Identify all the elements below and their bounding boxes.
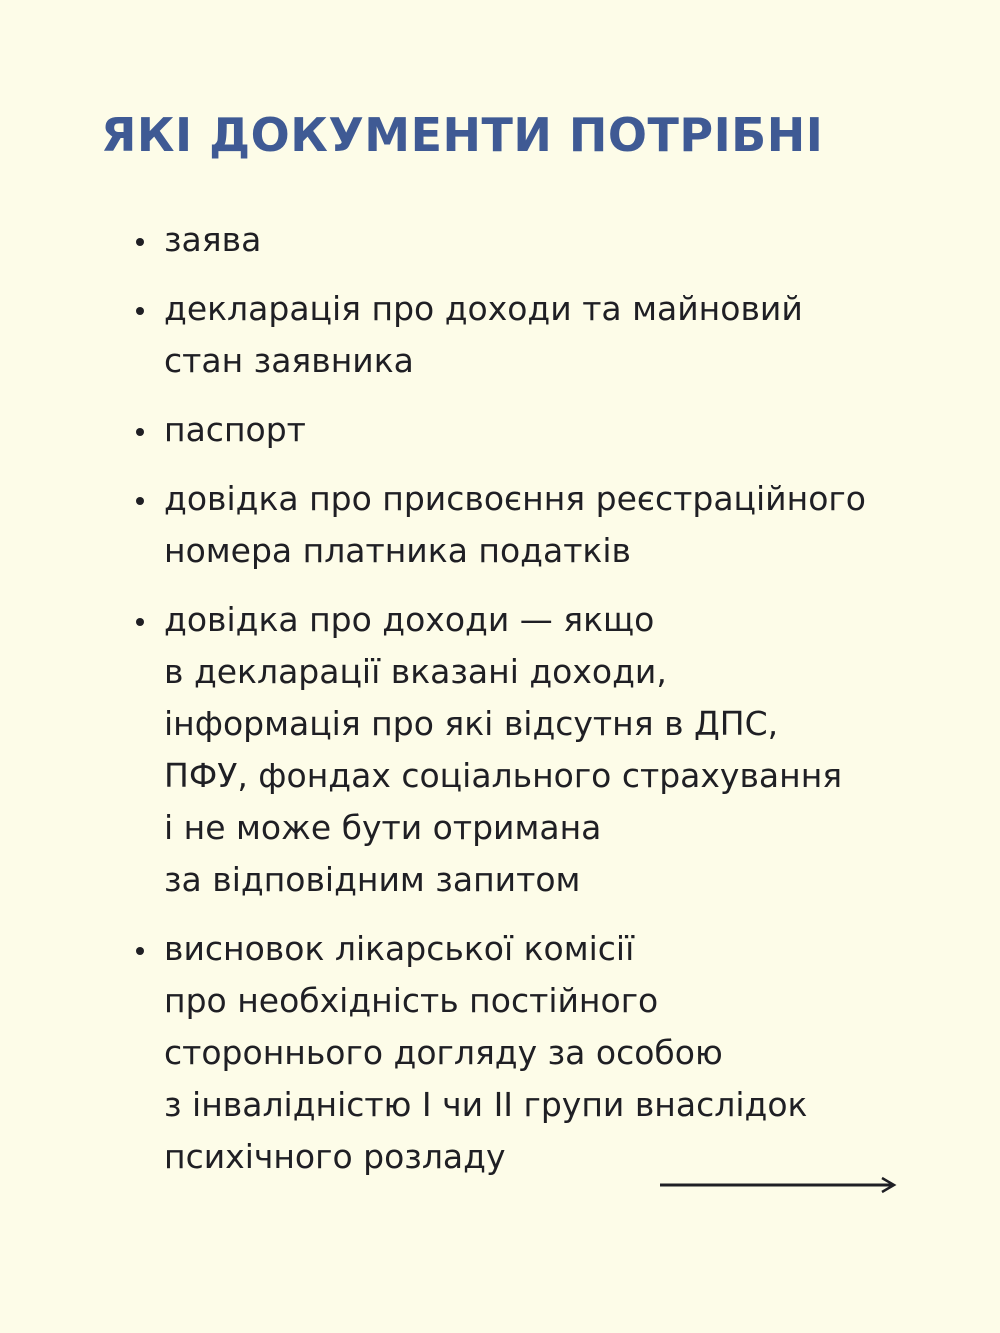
- documents-list: [131, 214, 991, 1200]
- page-title: ЯКІ ДОКУМЕНТИ ПОТРІБНІ: [101, 108, 824, 162]
- bullet-dot-icon: [136, 947, 144, 955]
- arrow-right-icon[interactable]: [660, 1173, 900, 1201]
- bullet-dot-icon: [136, 618, 144, 626]
- list-item: [131, 594, 991, 906]
- list-item-line: в декларації вказані доходи,: [164, 652, 667, 691]
- bullet-dot-icon: [136, 428, 144, 436]
- bullet-dot-icon: [136, 238, 144, 246]
- list-item-line: стороннього догляду за особою: [164, 1033, 723, 1072]
- list-item-line: стан заявника: [164, 341, 414, 380]
- list-item-line: висновок лікарської комісії: [164, 929, 635, 968]
- list-item-line: за відповідним запитом: [164, 860, 581, 899]
- list-item-line: про необхідність постійного: [164, 981, 659, 1020]
- list-item: [131, 404, 991, 456]
- bullet-dot-icon: [136, 307, 144, 315]
- list-item-line: психічного розладу: [164, 1137, 506, 1176]
- bullet-dot-icon: [136, 497, 144, 505]
- list-item-line: довідка про присвоєння реєстраційного: [164, 479, 866, 518]
- list-item: [131, 923, 991, 1183]
- list-item-line: з інвалідністю І чи ІІ групи внаслідок: [164, 1085, 808, 1124]
- list-item-line: інформація про які відсутня в ДПС,: [164, 704, 779, 743]
- list-item: [131, 283, 991, 387]
- list-item-line: декларація про доходи та майновий: [164, 289, 803, 328]
- list-item: [131, 214, 991, 266]
- list-item-line: ПФУ, фондах соціального страхування: [164, 756, 843, 795]
- list-item: [131, 473, 991, 577]
- list-item-line: довідка про доходи — якщо: [164, 600, 655, 639]
- list-item-line: паспорт: [164, 410, 306, 449]
- list-item-line: номера платника податків: [164, 531, 631, 570]
- list-item-line: заява: [164, 220, 262, 259]
- list-item-line: і не може бути отримана: [164, 808, 602, 847]
